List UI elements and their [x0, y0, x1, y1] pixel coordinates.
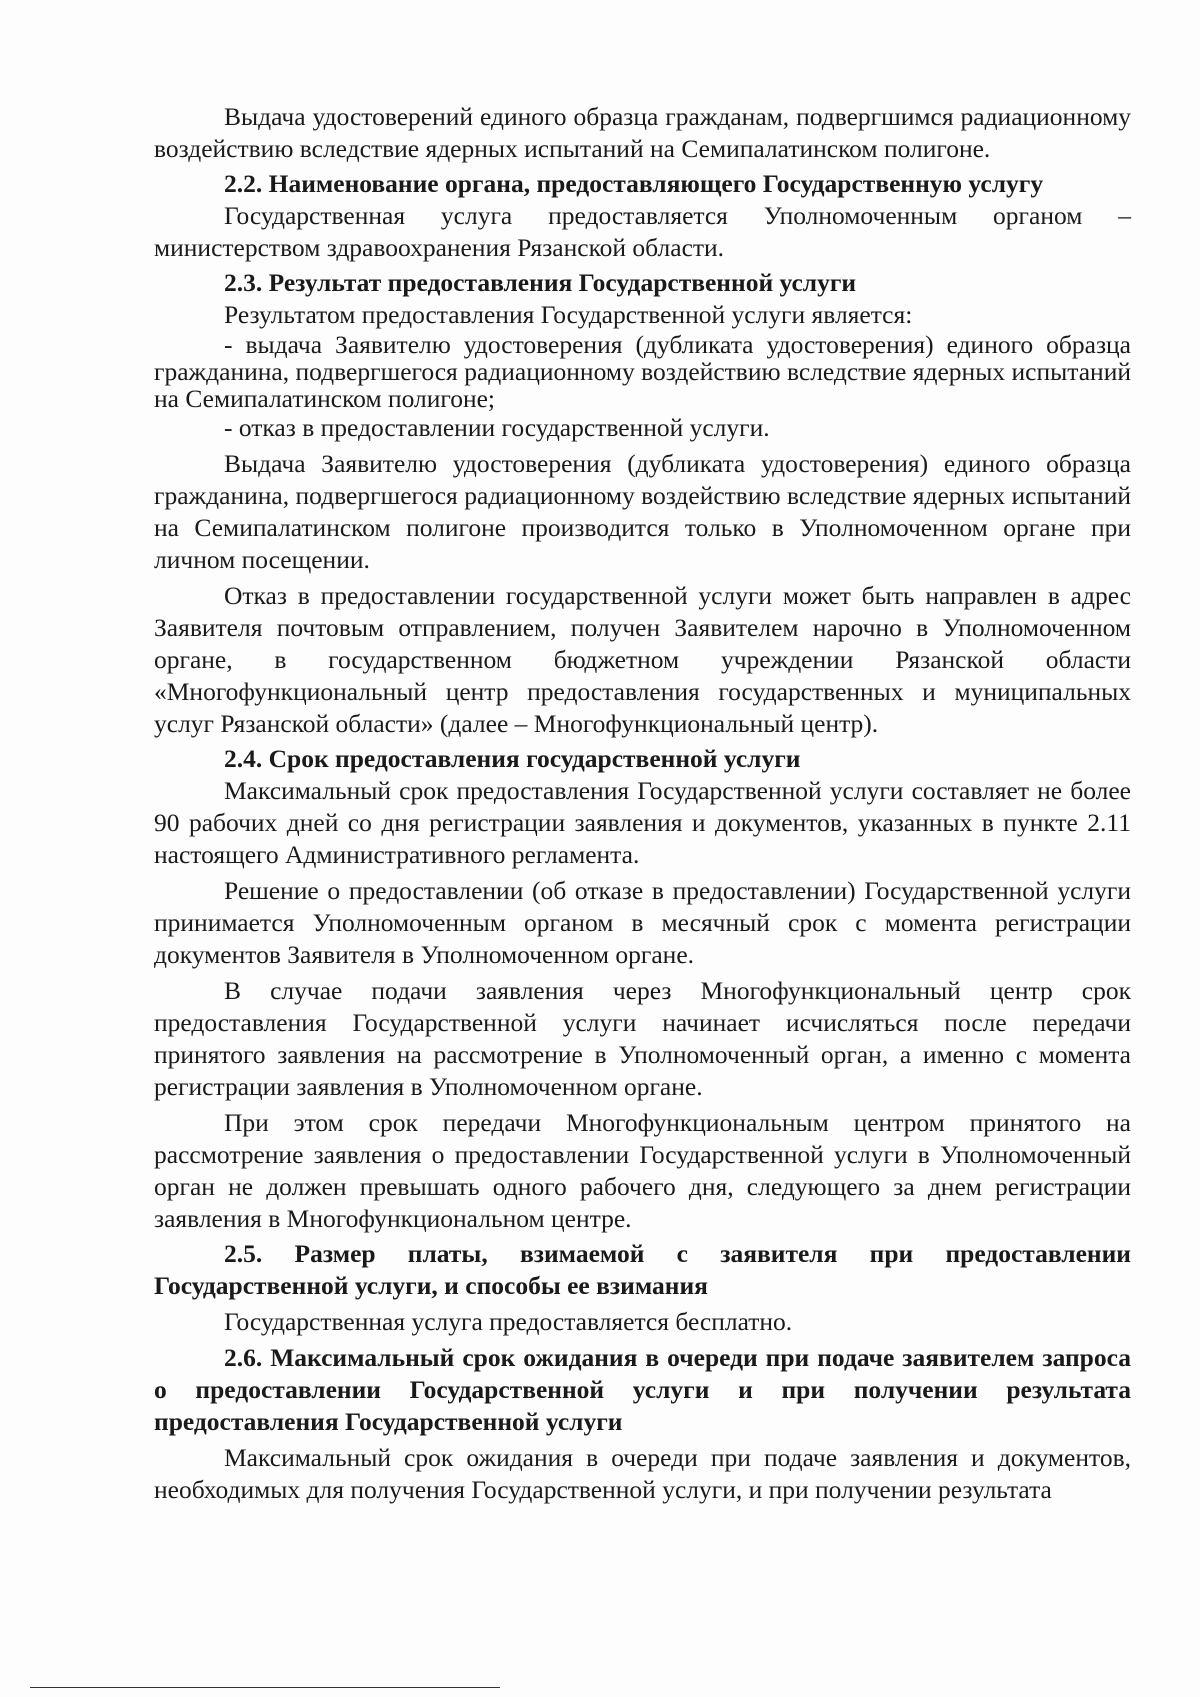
paragraph-free-of-charge: Государственная услуга предоставляется бесплатно.: [224, 1307, 793, 1336]
paragraph-queue-time: Максимальный срок ожидания в очереди при подаче заявления и документов, необходимых для получения Государственной услуги, и при получении результата: [154, 1443, 1131, 1504]
paragraph-result-intro: Результатом предоставления Государственной услуги является:: [224, 300, 913, 329]
footer-rule: [30, 1687, 500, 1688]
heading-2-5: 2.5. Размер платы, взимаемой с заявителя при предоставлении Государственной услуги, и способы ее взимания: [154, 1239, 1131, 1300]
paragraph-transfer-term: При этом срок передачи Многофункциональным центром принятого на рассмотрение заявления о предоставлении Государственной услуги в Уполномоченный орган не должен превышать одного рабочего дня, следующего за днем регистрации заявления в Многофункциональном центре.: [154, 1108, 1131, 1233]
heading-2-4: 2.4. Срок предоставления государственной услуги: [224, 744, 801, 773]
paragraph-mfc-term: В случае подачи заявления через Многофункциональный центр срок предоставления Государственной услуги начинает исчисляться после передачи принятого заявления на рассмотрение в Уполномоченный орган, а именно с момента регистрации заявления в Уполномоченном органе.: [154, 976, 1131, 1101]
paragraph-max-term: Максимальный срок предоставления Государственной услуги составляет не более 90 рабочих дней со дня регистрации заявления и документов, указанных в пункте 2.11 настоящего Административного регламента.: [154, 776, 1131, 869]
document-body: [154, 101, 1131, 1506]
list-item-issue: - выдача Заявителю удостоверения (дубликата удостоверения) единого образца гражданина, подвергшегося радиационному воздействию вследствие ядерных испытаний на Семипалатинском полигоне;: [154, 330, 1131, 413]
heading-2-2: 2.2. Наименование органа, предоставляющего Государственную услугу: [224, 169, 1044, 198]
paragraph-authority: Государственная услуга предоставляется Уполномоченным органом – министерством здравоохранения Рязанской области.: [154, 201, 1131, 262]
paragraph-issue-in-person: Выдача Заявителю удостоверения (дубликата удостоверения) единого образца гражданина, подвергшегося радиационному воздействию вследствие ядерных испытаний на Семипалатинском полигоне производится только в Уполномоченном органе при личном посещении.: [154, 449, 1131, 574]
list-item-refusal: - отказ в предоставлении государственной услуги.: [224, 413, 770, 442]
paragraph-service-name: Выдача удостоверений единого образца гражданам, подвергшимся радиационному воздействию вследствие ядерных испытаний на Семипалатинском полигоне.: [154, 102, 1131, 163]
paragraph-refusal-delivery: Отказ в предоставлении государственной услуги может быть направлен в адрес Заявителя почтовым отправлением, получен Заявителем нарочно в Уполномоченном органе, в государственном бюджетном учреждении Рязанской области «Многофункциональный центр предоставления государственных и муниципальных услуг Рязанской области» (далее – Многофункциональный центр).: [154, 581, 1131, 738]
paragraph-decision-term: Решение о предоставлении (об отказе в предоставлении) Государственной услуги принимается Уполномоченным органом в месячный срок с момента регистрации документов Заявителя в Уполномоченном органе.: [154, 876, 1131, 969]
heading-2-6: 2.6. Максимальный срок ожидания в очереди при подаче заявителем запроса о предоставлении Государственной услуги и при получении результата предоставления Государственной услуги: [154, 1343, 1131, 1436]
heading-2-3: 2.3. Результат предоставления Государственной услуги: [224, 268, 857, 297]
